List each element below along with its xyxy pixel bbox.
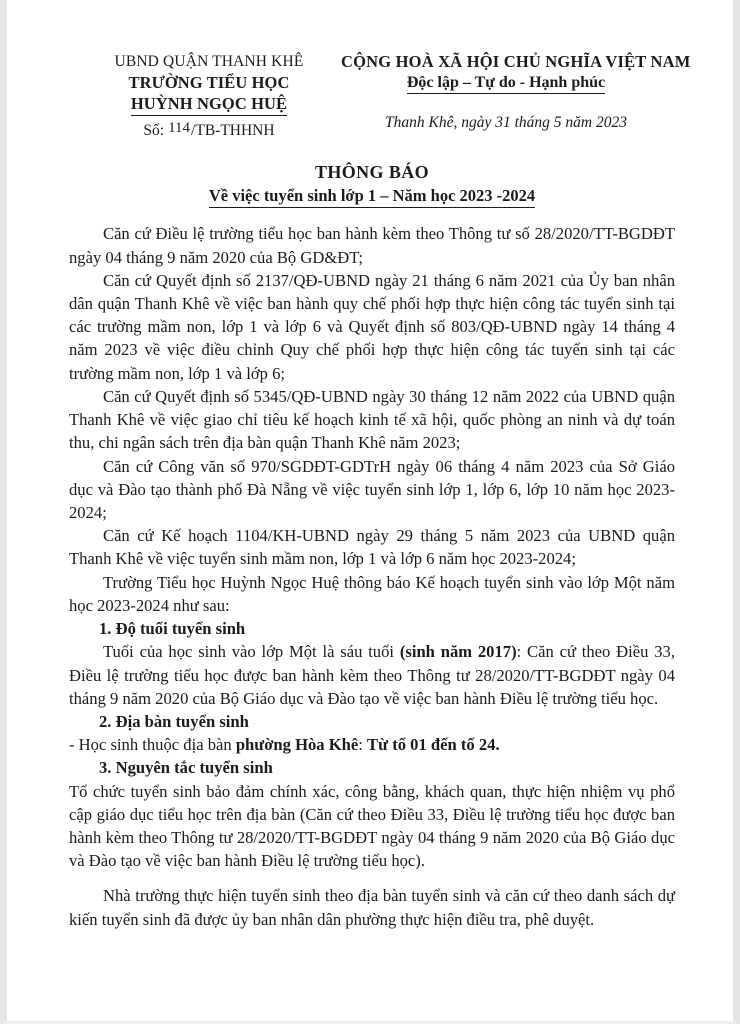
school-type-line: TRƯỜNG TIỂU HỌC	[128, 73, 290, 93]
legal-basis-paragraph-1: Căn cứ Điều lệ trường tiểu học ban hành kèm theo Thông tư số 28/2020/TT-BGDĐT ngày 04 tháng 9 năm 2020 của Bộ GD&ĐT;	[69, 224, 675, 267]
parent-authority-line: UBND QUẬN THANH KHÊ	[114, 53, 304, 70]
document-number	[77, 120, 341, 140]
legal-basis-paragraph-3: Căn cứ Quyết định số 5345/QĐ-UBND ngày 30 tháng 12 năm 2022 của UBND quận Thanh Khê về việc giao chỉ tiêu kế hoạch kinh tế xã hội, quốc phòng an ninh và dự toán thu, chi ngân sách trên địa bàn quận Thanh Khê năm 2023;	[69, 386, 675, 453]
section-2-heading: 2. Địa bàn tuyển sinh	[99, 711, 249, 731]
place-and-date: Thanh Khê, ngày 31 tháng 5 năm 2023	[385, 114, 627, 131]
document-number-value: 114	[168, 120, 191, 137]
national-motto: Độc lập – Tự do - Hạnh phúc	[407, 74, 605, 94]
national-heading-block	[341, 52, 691, 132]
document-body	[69, 222, 675, 931]
section-1-heading: 1. Độ tuổi tuyển sinh	[99, 619, 246, 639]
section-2-group-range: Từ tổ 01 đến tổ 24.	[367, 735, 500, 755]
legal-basis-paragraph-4: Căn cứ Công văn số 970/SGDĐT-GDTrH ngày 06 tháng 4 năm 2023 của Sở Giáo dục và Đào tạo thành phố Đà Nẵng về việc tuyển sinh lớp 1, lớp 6, lớp 10 năm học 2023-2024;	[69, 456, 675, 522]
page-subtitle: Về việc tuyển sinh lớp 1 – Năm học 2023 -2024	[209, 186, 535, 208]
section-1-text-after: : Căn cứ theo Điều 33, Điều lệ trường tiểu học được ban hành kèm theo Thông tư 28/2020/TT-BGDĐT ngày 04 tháng 9 năm 2020 của Bộ Giáo dục và Đào tạo về việc ban hành Điều lệ trường tiểu học.	[69, 642, 675, 708]
document-title-block	[69, 162, 675, 208]
section-2-paragraph	[69, 733, 675, 756]
section-1-paragraph	[69, 640, 675, 710]
section-3-heading: 3. Nguyên tắc tuyển sinh	[99, 758, 273, 778]
legal-basis-paragraph-5: Căn cứ Kế hoạch 1104/KH-UBND ngày 29 tháng 5 năm 2023 của UBND quận Thanh Khê về việc tuyển sinh mầm non, lớp 1 và lớp 6 năm học 2023-2024;	[69, 526, 675, 569]
document-number-suffix: /TB-THHNH	[191, 122, 275, 140]
document-header	[69, 52, 691, 140]
section-2-separator: :	[358, 735, 368, 755]
section-1-text-before: Tuổi của học sinh vào lớp Một là sáu tuổi	[103, 642, 400, 662]
section-1-birth-year: (sinh năm 2017)	[399, 642, 517, 662]
document-number-label: Số:	[143, 122, 165, 140]
section-3-paragraph: Tổ chức tuyển sinh bảo đảm chính xác, công bằng, khách quan, thực hiện nhiệm vụ phổ cập giáo dục tiểu học trên địa bàn (Căn cứ theo Điều 33, Điều lệ trường tiểu học được ban hành kèm theo Thông tư 28/2020/TT-BGDĐT ngày 04 tháng 9 năm 2020 của Bộ Giáo dục và Đào tạo về việc ban hành Điều lệ trường tiểu học).	[69, 781, 675, 871]
announcement-statement: Trường Tiểu học Huỳnh Ngọc Huệ thông báo Kế hoạch tuyển sinh vào lớp Một năm học 2023-2024 như sau:	[69, 572, 675, 615]
page-title: THÔNG BÁO	[314, 162, 430, 183]
legal-basis-paragraph-2: Căn cứ Quyết định số 2137/QĐ-UBND ngày 21 tháng 6 năm 2021 của Ủy ban nhân dân quận Thanh Khê về việc ban hành quy chế phối hợp thực hiện công tác tuyển sinh tại các trường mầm non, lớp 1 và lớp 6 và Quyết định số 803/QĐ-UBND ngày 14 tháng 4 năm 2023 về việc điều chỉnh Quy chế phối hợp thực hiện công tác tuyển sinh tại các trường mầm non, lớp 1 và lớp 6;	[69, 270, 675, 383]
school-name-line: HUỲNH NGỌC HUỆ	[131, 93, 287, 116]
section-2-text-before: - Học sinh thuộc địa bàn	[69, 735, 236, 755]
issuing-authority-block	[69, 52, 341, 140]
section-2-ward-name: phường Hòa Khê	[235, 735, 359, 755]
country-name: CỘNG HOÀ XÃ HỘI CHỦ NGHĨA VIỆT NAM	[341, 52, 691, 71]
closing-paragraph: Nhà trường thực hiện tuyển sinh theo địa bàn tuyển sinh và căn cứ theo danh sách dự kiến tuyển sinh đã được ủy ban nhân dân phường thực hiện điều tra, phê duyệt.	[69, 886, 675, 929]
